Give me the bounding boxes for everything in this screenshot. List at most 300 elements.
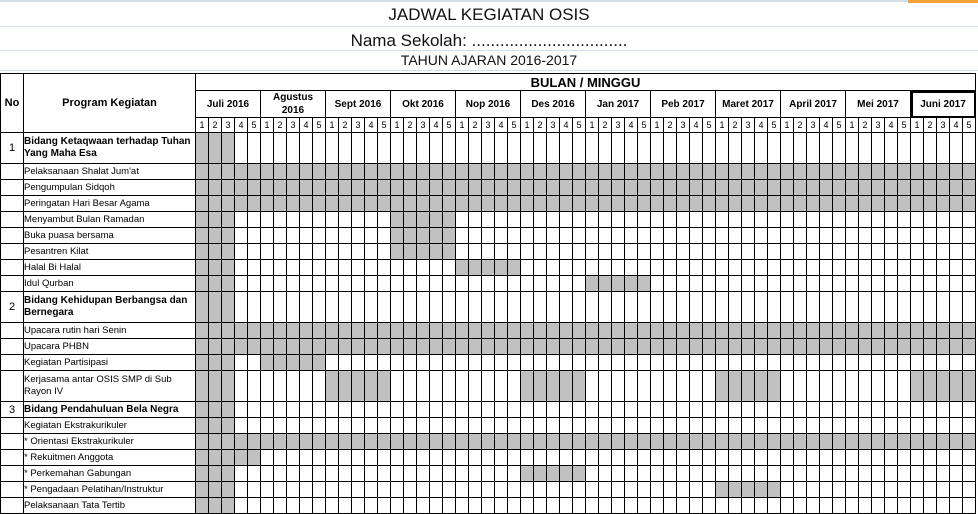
scheduled-week-cell[interactable]	[963, 434, 976, 450]
scheduled-week-cell[interactable]	[755, 482, 768, 498]
week-cell[interactable]	[911, 355, 924, 371]
week-cell[interactable]	[365, 418, 378, 434]
scheduled-week-cell[interactable]	[196, 450, 209, 466]
week-cell[interactable]	[625, 371, 638, 402]
week-cell[interactable]	[768, 244, 781, 260]
week-cell[interactable]	[612, 244, 625, 260]
week-cell[interactable]	[508, 371, 521, 402]
week-cell[interactable]	[755, 260, 768, 276]
scheduled-week-cell[interactable]	[404, 434, 417, 450]
week-cell[interactable]	[469, 450, 482, 466]
week-cell[interactable]	[586, 418, 599, 434]
week-cell[interactable]	[547, 402, 560, 418]
week-cell[interactable]	[781, 244, 794, 260]
week-cell[interactable]	[586, 244, 599, 260]
week-cell[interactable]	[872, 133, 885, 164]
scheduled-week-cell[interactable]	[495, 339, 508, 355]
scheduled-week-cell[interactable]	[456, 323, 469, 339]
week-cell[interactable]	[755, 402, 768, 418]
week-cell[interactable]	[326, 244, 339, 260]
scheduled-week-cell[interactable]	[612, 180, 625, 196]
week-cell[interactable]	[924, 402, 937, 418]
week-cell[interactable]	[443, 498, 456, 514]
week-number[interactable]: 4	[235, 118, 248, 133]
week-cell[interactable]	[417, 260, 430, 276]
week-cell[interactable]	[612, 260, 625, 276]
scheduled-week-cell[interactable]	[274, 323, 287, 339]
scheduled-week-cell[interactable]	[781, 164, 794, 180]
scheduled-week-cell[interactable]	[573, 196, 586, 212]
scheduled-week-cell[interactable]	[560, 466, 573, 482]
scheduled-week-cell[interactable]	[391, 244, 404, 260]
week-cell[interactable]	[508, 498, 521, 514]
scheduled-week-cell[interactable]	[391, 228, 404, 244]
scheduled-week-cell[interactable]	[833, 339, 846, 355]
week-cell[interactable]	[443, 418, 456, 434]
scheduled-week-cell[interactable]	[300, 180, 313, 196]
week-cell[interactable]	[573, 244, 586, 260]
week-cell[interactable]	[248, 355, 261, 371]
scheduled-week-cell[interactable]	[196, 402, 209, 418]
week-cell[interactable]	[846, 355, 859, 371]
scheduled-week-cell[interactable]	[911, 180, 924, 196]
scheduled-week-cell[interactable]	[339, 180, 352, 196]
week-cell[interactable]	[807, 402, 820, 418]
scheduled-week-cell[interactable]	[742, 339, 755, 355]
scheduled-week-cell[interactable]	[235, 434, 248, 450]
week-cell[interactable]	[391, 292, 404, 323]
week-cell[interactable]	[950, 228, 963, 244]
week-cell[interactable]	[703, 276, 716, 292]
week-number[interactable]: 5	[248, 118, 261, 133]
scheduled-week-cell[interactable]	[209, 466, 222, 482]
week-number[interactable]: 4	[300, 118, 313, 133]
week-cell[interactable]	[560, 402, 573, 418]
scheduled-week-cell[interactable]	[443, 228, 456, 244]
week-cell[interactable]	[313, 418, 326, 434]
week-cell[interactable]	[586, 466, 599, 482]
week-cell[interactable]	[560, 260, 573, 276]
week-cell[interactable]	[274, 292, 287, 323]
week-cell[interactable]	[365, 450, 378, 466]
week-cell[interactable]	[937, 355, 950, 371]
scheduled-week-cell[interactable]	[482, 323, 495, 339]
scheduled-week-cell[interactable]	[248, 180, 261, 196]
week-number[interactable]: 3	[872, 118, 885, 133]
week-cell[interactable]	[417, 482, 430, 498]
scheduled-week-cell[interactable]	[833, 196, 846, 212]
activity-label-cell[interactable]: Pelaksanaan Shalat Jum'at	[24, 164, 196, 180]
week-cell[interactable]	[690, 244, 703, 260]
week-cell[interactable]	[599, 450, 612, 466]
week-cell[interactable]	[300, 133, 313, 164]
week-number[interactable]: 2	[794, 118, 807, 133]
week-cell[interactable]	[898, 276, 911, 292]
scheduled-week-cell[interactable]	[859, 339, 872, 355]
scheduled-week-cell[interactable]	[612, 164, 625, 180]
week-cell[interactable]	[495, 418, 508, 434]
week-cell[interactable]	[768, 260, 781, 276]
week-cell[interactable]	[755, 212, 768, 228]
scheduled-week-cell[interactable]	[443, 244, 456, 260]
week-cell[interactable]	[599, 371, 612, 402]
scheduled-week-cell[interactable]	[196, 212, 209, 228]
week-cell[interactable]	[352, 466, 365, 482]
week-cell[interactable]	[833, 498, 846, 514]
scheduled-week-cell[interactable]	[729, 196, 742, 212]
scheduled-week-cell[interactable]	[573, 180, 586, 196]
scheduled-week-cell[interactable]	[287, 434, 300, 450]
week-cell[interactable]	[911, 498, 924, 514]
scheduled-week-cell[interactable]	[456, 339, 469, 355]
week-cell[interactable]	[599, 466, 612, 482]
week-cell[interactable]	[846, 276, 859, 292]
week-cell[interactable]	[885, 418, 898, 434]
week-cell[interactable]	[937, 292, 950, 323]
scheduled-week-cell[interactable]	[287, 339, 300, 355]
week-cell[interactable]	[417, 450, 430, 466]
week-cell[interactable]	[508, 355, 521, 371]
scheduled-week-cell[interactable]	[313, 339, 326, 355]
week-cell[interactable]	[313, 212, 326, 228]
week-cell[interactable]	[274, 244, 287, 260]
week-cell[interactable]	[300, 212, 313, 228]
scheduled-week-cell[interactable]	[404, 339, 417, 355]
week-cell[interactable]	[703, 402, 716, 418]
week-cell[interactable]	[248, 418, 261, 434]
week-cell[interactable]	[768, 498, 781, 514]
week-cell[interactable]	[391, 402, 404, 418]
week-cell[interactable]	[365, 276, 378, 292]
week-cell[interactable]	[716, 260, 729, 276]
week-cell[interactable]	[703, 371, 716, 402]
scheduled-week-cell[interactable]	[872, 339, 885, 355]
row-number-cell[interactable]	[1, 276, 24, 292]
scheduled-week-cell[interactable]	[209, 450, 222, 466]
scheduled-week-cell[interactable]	[573, 371, 586, 402]
scheduled-week-cell[interactable]	[742, 196, 755, 212]
week-cell[interactable]	[768, 418, 781, 434]
scheduled-week-cell[interactable]	[430, 196, 443, 212]
week-cell[interactable]	[456, 466, 469, 482]
week-cell[interactable]	[742, 450, 755, 466]
week-cell[interactable]	[339, 498, 352, 514]
week-cell[interactable]	[547, 212, 560, 228]
week-cell[interactable]	[703, 450, 716, 466]
week-cell[interactable]	[833, 212, 846, 228]
week-cell[interactable]	[807, 133, 820, 164]
scheduled-week-cell[interactable]	[937, 180, 950, 196]
week-cell[interactable]	[365, 212, 378, 228]
week-number[interactable]: 5	[768, 118, 781, 133]
row-number-cell[interactable]	[1, 323, 24, 339]
scheduled-week-cell[interactable]	[820, 434, 833, 450]
week-cell[interactable]	[781, 402, 794, 418]
scheduled-week-cell[interactable]	[300, 164, 313, 180]
week-cell[interactable]	[235, 260, 248, 276]
week-cell[interactable]	[495, 244, 508, 260]
week-cell[interactable]	[638, 212, 651, 228]
scheduled-week-cell[interactable]	[495, 434, 508, 450]
scheduled-week-cell[interactable]	[794, 323, 807, 339]
scheduled-week-cell[interactable]	[196, 244, 209, 260]
week-cell[interactable]	[664, 402, 677, 418]
scheduled-week-cell[interactable]	[690, 164, 703, 180]
scheduled-week-cell[interactable]	[872, 434, 885, 450]
week-cell[interactable]	[378, 418, 391, 434]
scheduled-week-cell[interactable]	[547, 164, 560, 180]
scheduled-week-cell[interactable]	[612, 434, 625, 450]
week-number[interactable]: 3	[547, 118, 560, 133]
week-cell[interactable]	[859, 260, 872, 276]
scheduled-week-cell[interactable]	[508, 196, 521, 212]
scheduled-week-cell[interactable]	[690, 180, 703, 196]
week-cell[interactable]	[287, 276, 300, 292]
scheduled-week-cell[interactable]	[573, 164, 586, 180]
scheduled-week-cell[interactable]	[196, 260, 209, 276]
week-cell[interactable]	[807, 466, 820, 482]
scheduled-week-cell[interactable]	[586, 339, 599, 355]
week-cell[interactable]	[833, 482, 846, 498]
week-cell[interactable]	[287, 244, 300, 260]
week-cell[interactable]	[664, 466, 677, 482]
week-cell[interactable]	[638, 228, 651, 244]
activity-label-cell[interactable]: Kegiatan Partisipasi	[24, 355, 196, 371]
scheduled-week-cell[interactable]	[521, 434, 534, 450]
scheduled-week-cell[interactable]	[651, 339, 664, 355]
scheduled-week-cell[interactable]	[638, 434, 651, 450]
scheduled-week-cell[interactable]	[261, 180, 274, 196]
scheduled-week-cell[interactable]	[560, 323, 573, 339]
week-cell[interactable]	[742, 276, 755, 292]
scheduled-week-cell[interactable]	[560, 339, 573, 355]
week-number[interactable]: 3	[352, 118, 365, 133]
week-number[interactable]: 1	[586, 118, 599, 133]
scheduled-week-cell[interactable]	[846, 180, 859, 196]
week-cell[interactable]	[612, 133, 625, 164]
week-cell[interactable]	[469, 228, 482, 244]
scheduled-week-cell[interactable]	[794, 434, 807, 450]
week-cell[interactable]	[534, 133, 547, 164]
scheduled-week-cell[interactable]	[248, 450, 261, 466]
scheduled-week-cell[interactable]	[261, 164, 274, 180]
week-cell[interactable]	[833, 228, 846, 244]
scheduled-week-cell[interactable]	[365, 323, 378, 339]
scheduled-week-cell[interactable]	[521, 466, 534, 482]
week-cell[interactable]	[599, 260, 612, 276]
week-cell[interactable]	[547, 244, 560, 260]
scheduled-week-cell[interactable]	[456, 196, 469, 212]
scheduled-week-cell[interactable]	[716, 339, 729, 355]
week-cell[interactable]	[248, 371, 261, 402]
week-cell[interactable]	[846, 212, 859, 228]
scheduled-week-cell[interactable]	[313, 355, 326, 371]
scheduled-week-cell[interactable]	[209, 276, 222, 292]
scheduled-week-cell[interactable]	[651, 434, 664, 450]
scheduled-week-cell[interactable]	[885, 323, 898, 339]
week-cell[interactable]	[521, 498, 534, 514]
week-cell[interactable]	[482, 212, 495, 228]
week-cell[interactable]	[248, 260, 261, 276]
scheduled-week-cell[interactable]	[599, 276, 612, 292]
week-cell[interactable]	[664, 133, 677, 164]
week-cell[interactable]	[638, 260, 651, 276]
scheduled-week-cell[interactable]	[391, 323, 404, 339]
scheduled-week-cell[interactable]	[313, 323, 326, 339]
week-cell[interactable]	[690, 355, 703, 371]
week-cell[interactable]	[326, 133, 339, 164]
scheduled-week-cell[interactable]	[768, 323, 781, 339]
scheduled-week-cell[interactable]	[638, 180, 651, 196]
scheduled-week-cell[interactable]	[404, 180, 417, 196]
week-cell[interactable]	[391, 133, 404, 164]
week-number[interactable]: 1	[326, 118, 339, 133]
week-cell[interactable]	[339, 402, 352, 418]
week-cell[interactable]	[534, 244, 547, 260]
week-cell[interactable]	[326, 276, 339, 292]
week-cell[interactable]	[573, 228, 586, 244]
scheduled-week-cell[interactable]	[833, 164, 846, 180]
week-number[interactable]: 4	[365, 118, 378, 133]
scheduled-week-cell[interactable]	[612, 323, 625, 339]
week-cell[interactable]	[794, 212, 807, 228]
week-cell[interactable]	[300, 402, 313, 418]
row-number-cell[interactable]	[1, 164, 24, 180]
week-cell[interactable]	[482, 355, 495, 371]
scheduled-week-cell[interactable]	[625, 339, 638, 355]
week-cell[interactable]	[924, 260, 937, 276]
week-cell[interactable]	[950, 402, 963, 418]
scheduled-week-cell[interactable]	[950, 371, 963, 402]
week-cell[interactable]	[534, 292, 547, 323]
scheduled-week-cell[interactable]	[209, 355, 222, 371]
scheduled-week-cell[interactable]	[209, 371, 222, 402]
week-cell[interactable]	[820, 276, 833, 292]
scheduled-week-cell[interactable]	[924, 164, 937, 180]
week-cell[interactable]	[534, 228, 547, 244]
scheduled-week-cell[interactable]	[430, 434, 443, 450]
week-cell[interactable]	[859, 498, 872, 514]
week-cell[interactable]	[261, 276, 274, 292]
activity-label-cell[interactable]: Upacara PHBN	[24, 339, 196, 355]
week-cell[interactable]	[664, 355, 677, 371]
scheduled-week-cell[interactable]	[209, 244, 222, 260]
week-cell[interactable]	[872, 260, 885, 276]
scheduled-week-cell[interactable]	[521, 339, 534, 355]
week-cell[interactable]	[287, 212, 300, 228]
week-cell[interactable]	[625, 260, 638, 276]
week-cell[interactable]	[872, 418, 885, 434]
week-cell[interactable]	[820, 466, 833, 482]
week-cell[interactable]	[300, 228, 313, 244]
week-cell[interactable]	[274, 133, 287, 164]
scheduled-week-cell[interactable]	[430, 323, 443, 339]
scheduled-week-cell[interactable]	[534, 180, 547, 196]
scheduled-week-cell[interactable]	[482, 180, 495, 196]
scheduled-week-cell[interactable]	[937, 371, 950, 402]
scheduled-week-cell[interactable]	[521, 196, 534, 212]
row-number-cell[interactable]	[1, 355, 24, 371]
week-cell[interactable]	[820, 133, 833, 164]
scheduled-week-cell[interactable]	[508, 323, 521, 339]
week-number[interactable]: 1	[846, 118, 859, 133]
week-cell[interactable]	[495, 228, 508, 244]
week-cell[interactable]	[833, 450, 846, 466]
scheduled-week-cell[interactable]	[352, 323, 365, 339]
week-cell[interactable]	[742, 355, 755, 371]
week-cell[interactable]	[430, 498, 443, 514]
week-number[interactable]: 5	[703, 118, 716, 133]
week-cell[interactable]	[924, 418, 937, 434]
week-cell[interactable]	[235, 466, 248, 482]
scheduled-week-cell[interactable]	[469, 180, 482, 196]
week-cell[interactable]	[846, 228, 859, 244]
week-cell[interactable]	[443, 450, 456, 466]
scheduled-week-cell[interactable]	[729, 482, 742, 498]
scheduled-week-cell[interactable]	[209, 212, 222, 228]
week-number[interactable]: 3	[937, 118, 950, 133]
week-cell[interactable]	[898, 244, 911, 260]
week-number[interactable]: 5	[963, 118, 976, 133]
scheduled-week-cell[interactable]	[963, 371, 976, 402]
week-cell[interactable]	[482, 482, 495, 498]
scheduled-week-cell[interactable]	[924, 323, 937, 339]
week-cell[interactable]	[846, 292, 859, 323]
week-cell[interactable]	[781, 212, 794, 228]
scheduled-week-cell[interactable]	[716, 164, 729, 180]
week-cell[interactable]	[729, 133, 742, 164]
scheduled-week-cell[interactable]	[287, 164, 300, 180]
scheduled-week-cell[interactable]	[599, 339, 612, 355]
week-cell[interactable]	[807, 450, 820, 466]
scheduled-week-cell[interactable]	[417, 228, 430, 244]
section-heading-cell[interactable]: Bidang Pendahuluan Bela Negra	[24, 402, 196, 418]
week-cell[interactable]	[924, 276, 937, 292]
scheduled-week-cell[interactable]	[430, 164, 443, 180]
week-cell[interactable]	[547, 133, 560, 164]
week-cell[interactable]	[300, 482, 313, 498]
week-cell[interactable]	[313, 466, 326, 482]
week-cell[interactable]	[378, 244, 391, 260]
scheduled-week-cell[interactable]	[339, 434, 352, 450]
week-cell[interactable]	[859, 482, 872, 498]
month-header[interactable]: Des 2016	[521, 91, 586, 118]
week-cell[interactable]	[651, 212, 664, 228]
week-cell[interactable]	[859, 228, 872, 244]
scheduled-week-cell[interactable]	[963, 180, 976, 196]
scheduled-week-cell[interactable]	[612, 339, 625, 355]
week-cell[interactable]	[898, 292, 911, 323]
week-cell[interactable]	[911, 418, 924, 434]
scheduled-week-cell[interactable]	[560, 196, 573, 212]
scheduled-week-cell[interactable]	[326, 339, 339, 355]
week-cell[interactable]	[456, 355, 469, 371]
week-cell[interactable]	[807, 482, 820, 498]
week-cell[interactable]	[625, 402, 638, 418]
scheduled-week-cell[interactable]	[482, 339, 495, 355]
week-cell[interactable]	[885, 276, 898, 292]
week-cell[interactable]	[885, 466, 898, 482]
week-cell[interactable]	[261, 498, 274, 514]
week-cell[interactable]	[534, 355, 547, 371]
scheduled-week-cell[interactable]	[443, 212, 456, 228]
scheduled-week-cell[interactable]	[859, 164, 872, 180]
week-cell[interactable]	[378, 482, 391, 498]
week-cell[interactable]	[456, 276, 469, 292]
week-cell[interactable]	[716, 244, 729, 260]
week-cell[interactable]	[950, 482, 963, 498]
week-cell[interactable]	[729, 212, 742, 228]
